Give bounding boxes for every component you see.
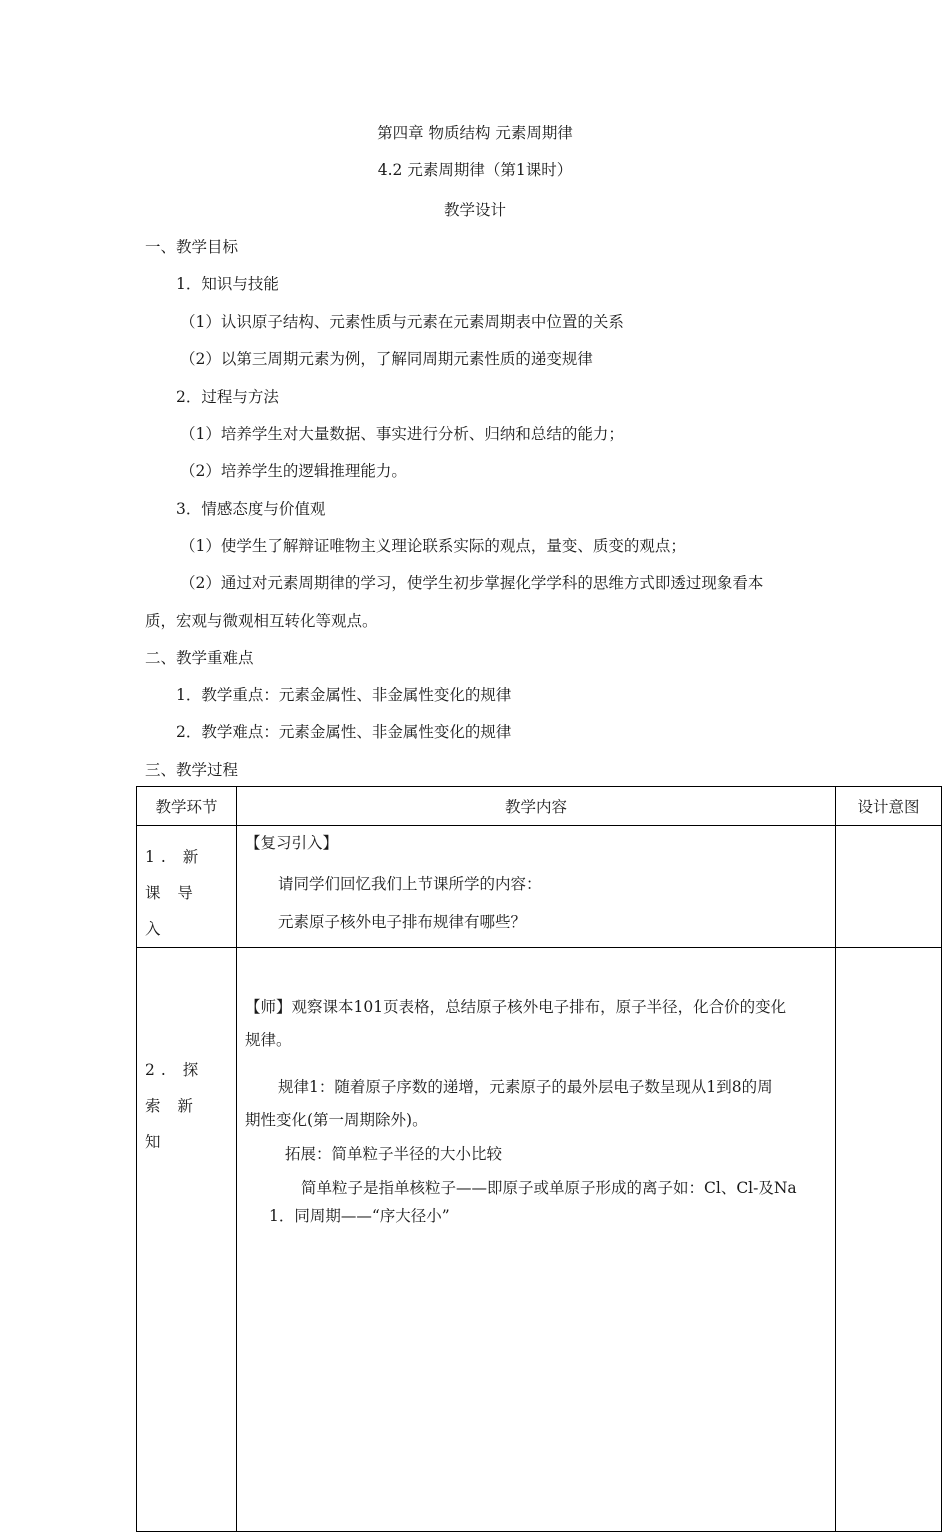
teaching-focus: 1．教学重点：元素金属性、非金属性变化的规律	[176, 686, 512, 704]
content-line: 请同学们回忆我们上节课所学的内容：	[278, 875, 542, 893]
process-item-2: （2）培养学生的逻辑推理能力。	[180, 462, 407, 480]
chapter-title: 第四章 物质结构 元素周期律	[377, 124, 573, 142]
teaching-difficulty: 2．教学难点：元素金属性、非金属性变化的规律	[176, 723, 512, 741]
content-line: 1．同周期——“序大径小”	[269, 1207, 450, 1225]
knowledge-item-2: （2）以第三周期元素为例，了解同周期元素性质的递变规律	[180, 350, 593, 368]
emotion-item-1: （1）使学生了解辩证唯物主义理论联系实际的观点，量变、质变的观点；	[180, 537, 686, 555]
emotion-title: 3．情感态度与价值观	[176, 500, 326, 518]
header-intent: 设计意图	[836, 787, 942, 826]
content-cell	[237, 826, 836, 948]
process-title: 2．过程与方法	[176, 388, 279, 406]
objectives-heading: 一、教学目标	[145, 238, 239, 256]
header-content: 教学内容	[237, 787, 836, 826]
header-stage: 教学环节	[137, 787, 237, 826]
intent-cell	[836, 948, 942, 1532]
content-line: 拓展：简单粒子半径的大小比较	[285, 1145, 503, 1163]
content-line: 规律1：随着原子序数的递增，元素原子的最外层电子数呈现从1到8的周	[278, 1078, 773, 1096]
key-points-heading: 二、教学重难点	[145, 649, 254, 667]
content-line: 期性变化(第一周期除外)。	[245, 1111, 428, 1129]
table-row	[137, 948, 942, 1532]
knowledge-item-1: （1）认识原子结构、元素性质与元素在元素周期表中位置的关系	[180, 313, 624, 331]
emotion-item-2: （2）通过对元素周期律的学习，使学生初步掌握化学学科的思维方式即透过现象看本	[180, 574, 764, 592]
content-line: 简单粒子是指单核粒子——即原子或单原子形成的离子如：Cl、Cl-及Na	[301, 1179, 797, 1197]
section-title: 4.2 元素周期律（第1课时）	[377, 161, 573, 179]
table-row	[137, 826, 942, 948]
lesson-process-table	[136, 786, 942, 1532]
review-intro-label: 【复习引入】	[245, 834, 339, 852]
table-header-row	[137, 787, 942, 826]
emotion-item-2-cont: 质，宏观与微观相互转化等观点。	[145, 612, 378, 630]
content-line: 规律。	[245, 1031, 292, 1049]
knowledge-title: 1．知识与技能	[176, 275, 279, 293]
document-type: 教学设计	[443, 201, 506, 219]
stage-cell: 1. 新 课 导 入	[137, 826, 237, 948]
content-cell	[237, 948, 836, 1532]
stage-cell: 2. 探 索 新 知	[137, 948, 237, 1532]
process-item-1: （1）培养学生对大量数据、事实进行分析、归纳和总结的能力；	[180, 425, 624, 443]
content-line: 元素原子核外电子排布规律有哪些？	[278, 913, 527, 931]
process-heading: 三、教学过程	[145, 761, 239, 779]
content-line: 【师】观察课本101页表格，总结原子核外电子排布，原子半径，化合价的变化	[245, 998, 787, 1016]
